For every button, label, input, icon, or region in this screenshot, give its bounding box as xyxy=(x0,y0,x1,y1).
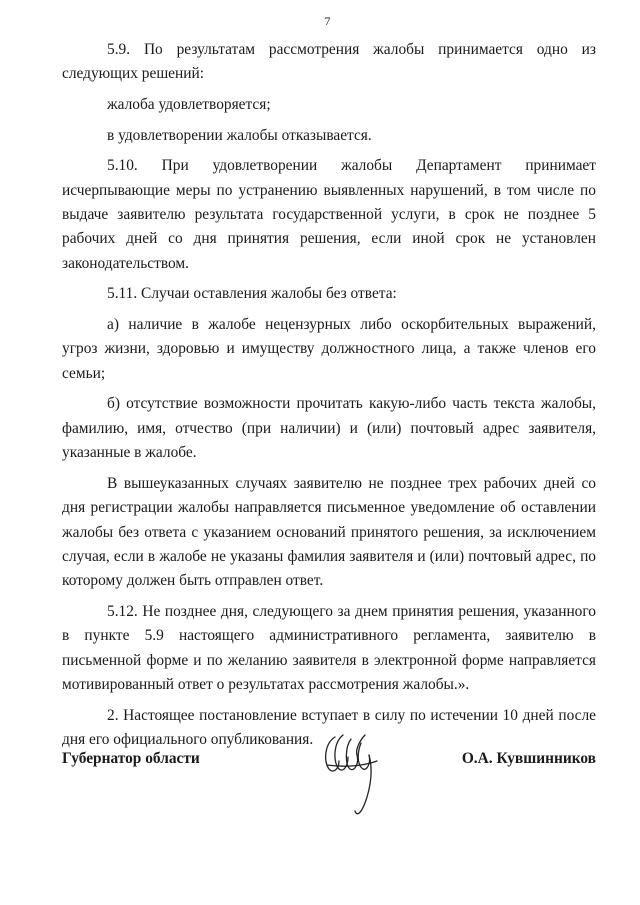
paragraph-5-11: 5.11. Случаи оставления жалобы без ответа: xyxy=(107,285,397,303)
paragraph-5-11-b: б) отсутствие возможности прочитать какую-либо часть текста жалобы, фамилию, имя, отчество (при наличии) и (или) почтовый адрес заявителя, указанные в жалобе. xyxy=(62,395,596,462)
handwritten-signature xyxy=(317,725,387,830)
page-number: 7 xyxy=(324,14,331,28)
signature-block xyxy=(62,745,596,825)
signatory-position: Губернатор области xyxy=(62,750,200,767)
paragraph-5-11-a: а) наличие в жалобе нецензурных либо оскорбительных выражений, угроз жизни, здоровью и имуществу должностного лица, а также членов его семьи; xyxy=(62,316,596,382)
paragraph-decision-1: жалоба удовлетворяется; xyxy=(107,96,271,113)
paragraph-5-10: 5.10. При удовлетворении жалобы Департамент принимает исчерпывающие меры по устранению выявленных нарушений, в том числе по выдаче заявителю результата государственной услуги, в срок не позднее 5 рабочих дней со дня принятия решения, если иной срок не установлен законодательством. xyxy=(62,157,596,272)
paragraph-5-12: 5.12. Не позднее дня, следующего за днем принятия решения, указанного в пункте 5.9 настоящего административного регламента, заявителю в письменной форме и по желанию заявителя в электронной форме направляется мотивированный ответ о результатах рассмотрения жалобы.». xyxy=(62,603,596,694)
paragraph-5-9: 5.9. По результатам рассмотрения жалобы принимается одно из следующих решений: xyxy=(62,41,596,83)
paragraph-2-effective-date: 2. Настоящее постановление вступает в силу по истечении 10 дней после дня его официального опубликования. xyxy=(62,706,596,749)
signatory-name: О.А. Кувшинников xyxy=(461,750,596,767)
paragraph-no-reply-cases: В вышеуказанных случаях заявителю не позднее трех рабочих дней со дня регистрации жалобы направляется письменное уведомление об оставлении жалобы без ответа с указанием оснований принятого решения, за исключением случая, если в жалобе не указаны фамилия заявителя и (или) почтовый адрес, по которому должен быть отправлен ответ. xyxy=(62,474,596,590)
paragraph-decision-2: в удовлетворении жалобы отказывается. xyxy=(107,126,372,144)
document-body xyxy=(62,38,596,759)
